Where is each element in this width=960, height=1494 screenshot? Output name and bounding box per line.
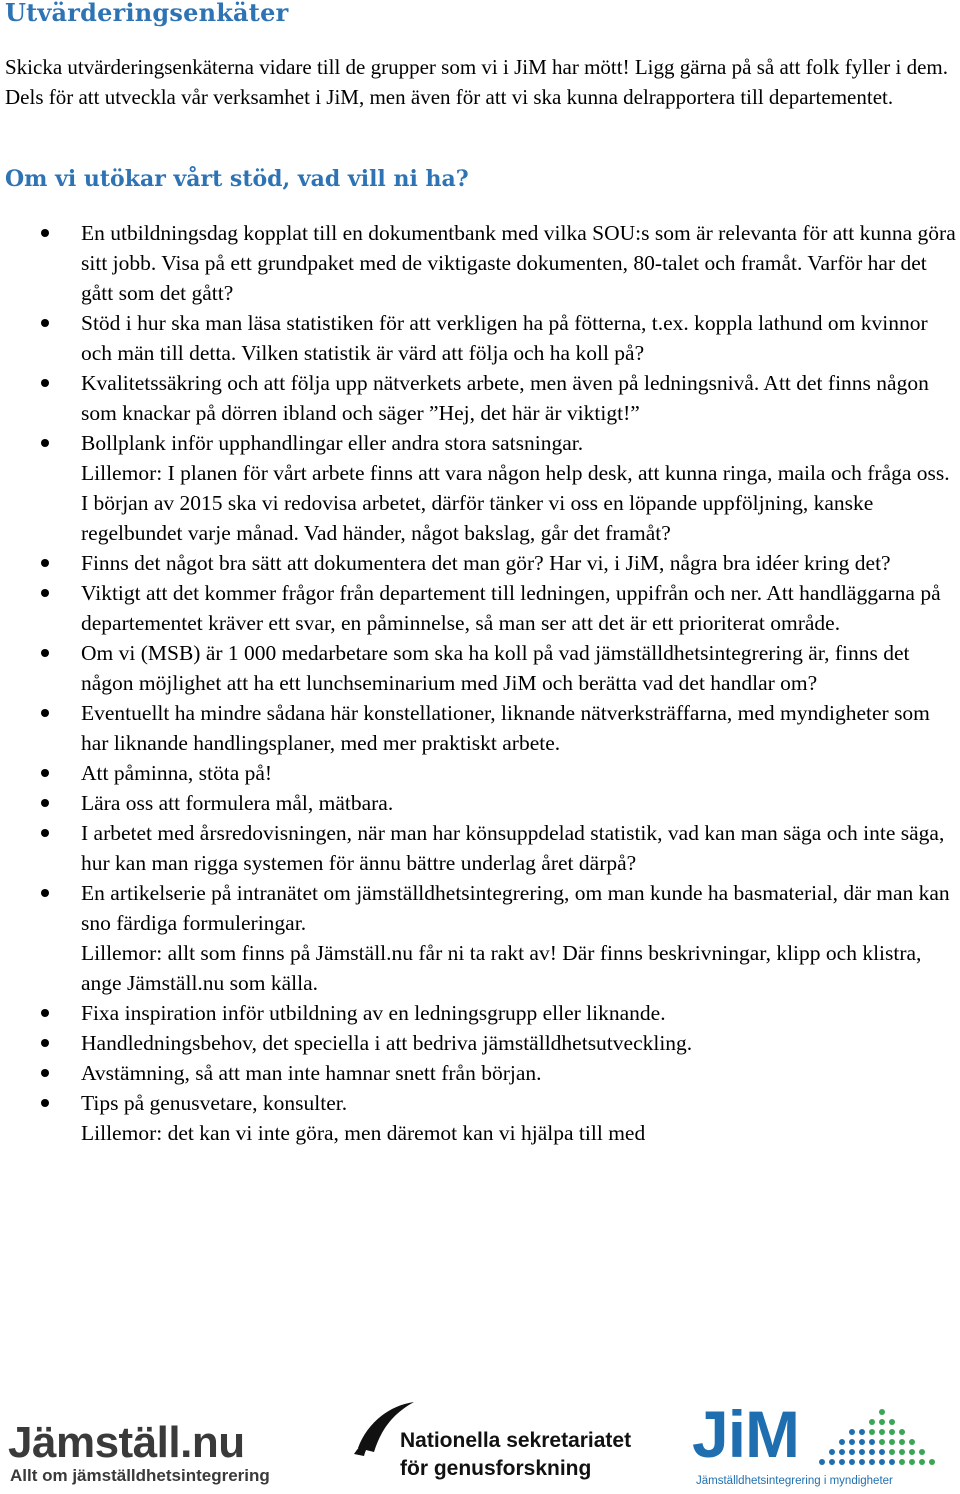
list-item-text: En artikelserie på intranätet om jämställdhetsintegrering, om man kunde ha basmaterial, där man kan sno färdiga formuleringar. — [81, 881, 950, 935]
list-item-text: Lära oss att formulera mål, mätbara. — [81, 791, 394, 815]
bullet-list — [0, 218, 960, 1148]
bullet-icon — [41, 1069, 49, 1077]
bullet-icon — [41, 709, 49, 717]
list-item-note: Lillemor: allt som finns på Jämställ.nu får ni ta rakt av! Där finns beskrivningar, klipp och klistra, ange Jämställ.nu som källa. — [81, 941, 922, 995]
jim-logo-tagline: Jämställdhetsintegrering i myndigheter — [696, 1475, 893, 1487]
bullet-icon — [41, 379, 49, 387]
jamstall-logo-wordmark: Jämställ.nu — [8, 1418, 245, 1467]
bullet-icon — [41, 649, 49, 657]
bullet-icon — [41, 829, 49, 837]
bullet-icon — [41, 229, 49, 237]
list-item-text: Att påminna, stöta på! — [81, 761, 273, 785]
list-item — [0, 578, 960, 638]
bullet-icon — [41, 1039, 49, 1047]
secretariat-name-line2: för genusforskning — [400, 1457, 592, 1480]
jamstall-logo-tagline: Allt om jämställdhetsintegrering — [10, 1466, 270, 1485]
list-item — [0, 788, 960, 818]
list-item — [0, 1088, 960, 1148]
list-item — [0, 428, 960, 548]
list-item-text: Finns det något bra sätt att dokumentera det man gör? Har vi, i JiM, några bra idéer kring det? — [81, 551, 891, 575]
list-item-text: Kvalitetssäkring och att följa upp nätverkets arbete, men även på ledningsnivå. Att det finns någon som knackar på dörren ibland och säger ”Hej, det här är viktigt!” — [81, 371, 929, 425]
list-item — [0, 998, 960, 1028]
list-item-note: Lillemor: I planen för vårt arbete finns att vara någon help desk, att kunna ringa, maila och fråga oss. I början av 2015 ska vi redovisa arbetet, därför tänker vi oss en löpande uppföljning, kanske regelbundet varje månad. Vad händer, något bakslag, går det framåt? — [81, 461, 950, 545]
list-item-text: En utbildningsdag kopplat till en dokumentbank med vilka SOU:s som är relevanta för att kunna göra sitt jobb. Visa på ett grundpaket med de viktigaste dokumenten, 80-talet och framåt. Varför har det gått som det gått? — [81, 221, 956, 305]
bullet-icon — [41, 799, 49, 807]
list-item — [0, 1058, 960, 1088]
jim-logo — [688, 1396, 956, 1492]
list-item-text: I arbetet med årsredovisningen, när man har könsuppdelad statistik, vad kan man säga och inte säga, hur kan man rigga systemen för ännu bättre underlag året därpå? — [81, 821, 945, 875]
list-item-note: Lillemor: det kan vi inte göra, men däremot kan vi hjälpa till med — [81, 1121, 646, 1145]
list-item — [0, 218, 960, 308]
list-item — [0, 368, 960, 428]
bullet-icon — [41, 589, 49, 597]
list-item-text: Bollplank inför upphandlingar eller andra stora satsningar. — [81, 431, 584, 455]
list-item-text: Fixa inspiration inför utbildning av en ledningsgrupp eller liknande. — [81, 1001, 666, 1025]
bullet-icon — [41, 1099, 49, 1107]
bullet-icon — [41, 1009, 49, 1017]
jim-logo-wordmark: JiM — [692, 1397, 800, 1471]
bullet-icon — [41, 889, 49, 897]
document-title: Utvärderingsenkäter — [5, 0, 289, 27]
list-item — [0, 758, 960, 788]
section-heading: Om vi utökar vårt stöd, vad vill ni ha? — [5, 166, 469, 192]
bullet-icon — [41, 559, 49, 567]
list-item — [0, 698, 960, 758]
bullet-icon — [41, 439, 49, 447]
bullet-icon — [41, 319, 49, 327]
list-item-text: Stöd i hur ska man läsa statistiken för att verkligen ha på fötterna, t.ex. koppla lathund om kvinnor och män till detta. Vilken statistik är värd att följa och ha koll på? — [81, 311, 928, 365]
list-item-text: Om vi (MSB) är 1 000 medarbetare som ska ha koll på vad jämställdhetsintegrering är, finns det någon möjlighet att ha ett lunchseminarium med JiM och berätta vad det handlar om? — [81, 641, 910, 695]
list-item-text: Eventuellt ha mindre sådana här konstellationer, liknande nätverksträffarna, med myndigheter som har liknande handlingsplaner, med mer praktiskt arbete. — [81, 701, 930, 755]
list-item — [0, 818, 960, 878]
list-item — [0, 548, 960, 578]
list-item — [0, 308, 960, 368]
list-item — [0, 1028, 960, 1058]
list-item-text: Viktigt att det kommer frågor från departement till ledningen, uppifrån och ner. Att handläggarna på departementet kräver ett svar, en påminnelse, så man ser att det är ett prioriterat område. — [81, 581, 941, 635]
list-item-text: Avstämning, så att man inte hamnar snett från början. — [81, 1061, 542, 1085]
list-item — [0, 638, 960, 698]
list-item — [0, 878, 960, 998]
footer-logos — [0, 1394, 960, 1494]
intro-paragraph: Skicka utvärderingsenkäterna vidare till de grupper som vi i JiM har mött! Ligg gärna på så att folk fyller i dem. Dels för att utveckla vår verksamhet i JiM, men även för att vi ska kunna delrapportera till departementet. — [5, 55, 948, 109]
list-item-text: Tips på genusvetare, konsulter. — [81, 1091, 348, 1115]
jamstall-logo — [8, 1420, 318, 1490]
jim-dot-grid-icon — [814, 1402, 944, 1474]
secretariat-name-line1: Nationella sekretariatet — [400, 1429, 632, 1452]
bullet-icon — [41, 769, 49, 777]
list-item-text: Handledningsbehov, det speciella i att bedriva jämställdhetsutveckling. — [81, 1031, 693, 1055]
genus-secretariat-logo — [352, 1396, 682, 1492]
